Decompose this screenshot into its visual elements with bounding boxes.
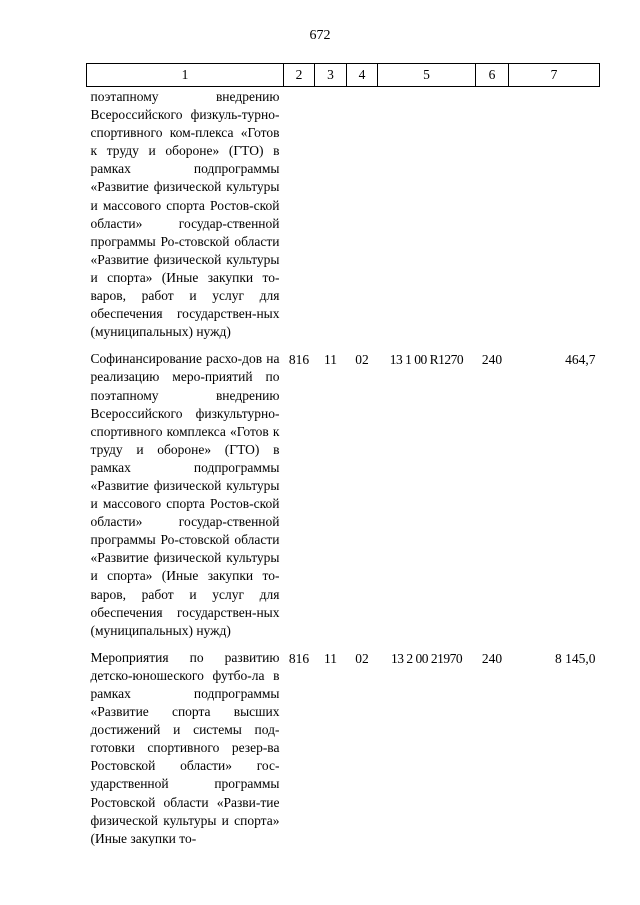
row-col-3 — [315, 87, 347, 350]
row-col-7: 8 145,0 — [555, 650, 596, 666]
column-header-4: 4 — [347, 64, 378, 87]
column-header-1: 1 — [87, 64, 284, 87]
page-number: 672 — [309, 28, 331, 43]
row-description: поэтапному внедрению Всероссийского физкуль-турно-спортивного ком-плекса «Готов к труду и обороне» (ГТО) в рамках подпрограммы «Развитие физической культуры и массового спорта Ростов-ской области» государ-ственной программы Ро-стовской области «Развитие физической культуры и спорта» (Иные закупки то-варов, работ и услуг для обеспечения государствен-ных (муниципальных) нужд) — [90, 89, 280, 340]
row-col-4 — [347, 87, 378, 350]
row-col-6: 240 — [481, 352, 503, 368]
row-col-5: 13 2 00 21970 — [390, 650, 463, 666]
column-header-7: 7 — [509, 64, 600, 87]
row-col-5: 13 1 00 R1270 — [389, 352, 464, 368]
row-col-5 — [378, 87, 476, 350]
row-col-6: 240 — [481, 650, 503, 666]
table-row — [87, 87, 600, 350]
row-col-7 — [509, 87, 600, 350]
row-col-2: 816 — [288, 352, 310, 368]
row-description: Мероприятия по развитию детско-юношеского футбо-ла в рамках подпрограммы «Развитие спорта высших достижений и системы под-готовки спортивного резер-ва Ростовской области» гос-ударственной программы Ростовской области «Разви-тие физической культуры и спорта» (Иные закупки то- — [90, 649, 280, 846]
table-row — [87, 349, 600, 648]
table-row — [87, 648, 600, 856]
column-header-3: 3 — [315, 64, 347, 87]
column-header-row — [87, 64, 600, 87]
row-col-4: 02 — [355, 352, 369, 368]
column-header-5: 5 — [378, 64, 476, 87]
row-col-6 — [476, 87, 509, 350]
row-col-7: 464,7 — [565, 352, 596, 368]
row-col-4: 02 — [355, 650, 369, 666]
column-header-2: 2 — [284, 64, 315, 87]
row-description: Софинансирование расхо-дов на реализацию меро-приятий по поэтапному внедрению Всероссийского физкультурно-спортивного комплекса «Готов к труду и обороне» (ГТО) в рамках подпрограммы «Развитие физической культуры и массового спорта Ростов-ской области» государ-ственной программы Ро-стовской области «Развитие физической культуры и спорта» (Иные закупки то-варов, работ и услуг для обеспечения государствен-ных (муниципальных) нужд) — [90, 351, 280, 638]
row-col-3: 11 — [324, 650, 337, 666]
budget-table — [86, 63, 600, 856]
row-col-2 — [284, 87, 315, 350]
row-col-3: 11 — [324, 352, 337, 368]
column-header-6: 6 — [476, 64, 509, 87]
row-col-2: 816 — [288, 650, 310, 666]
